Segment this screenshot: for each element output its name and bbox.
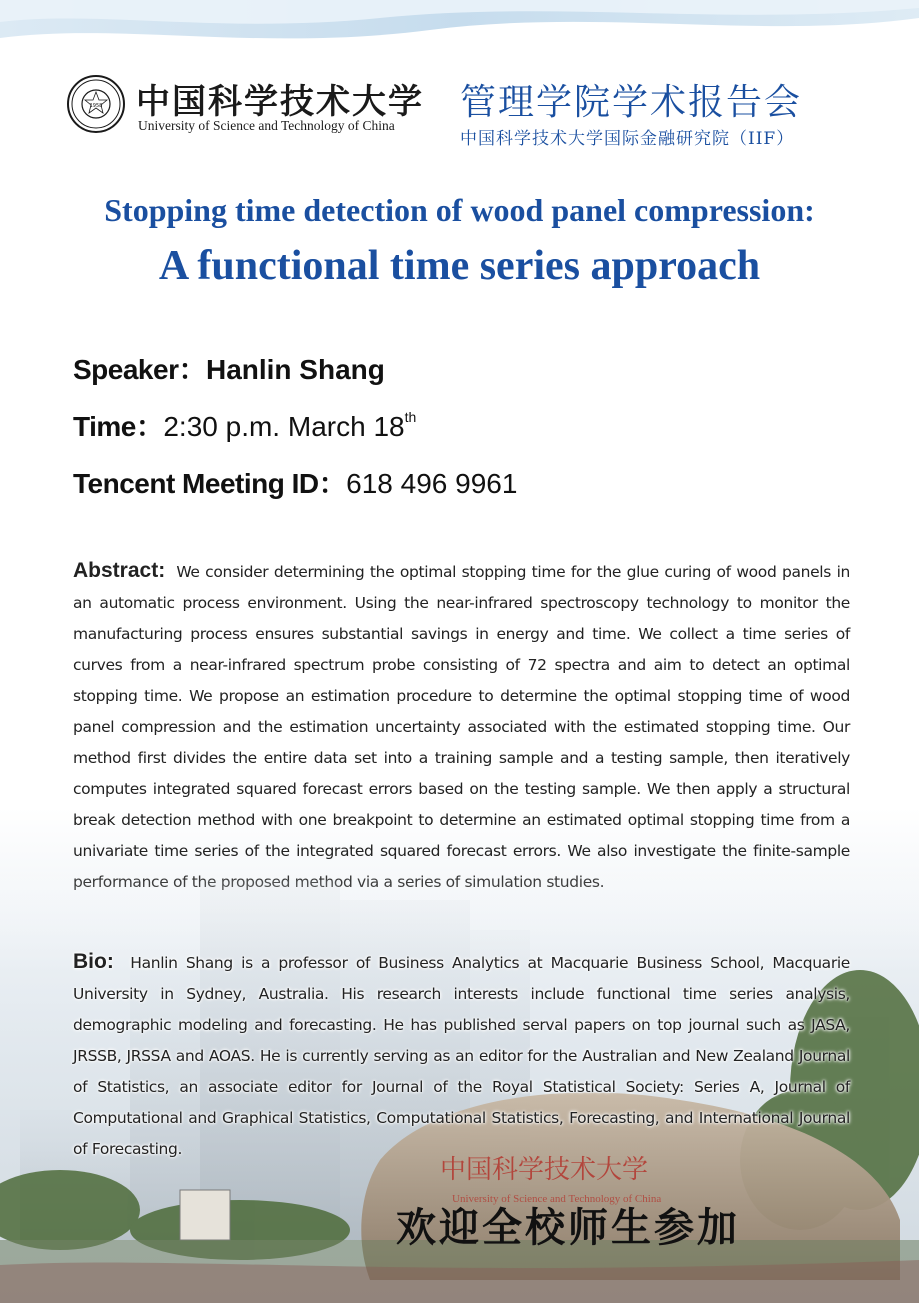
- bio-label: Bio:: [73, 950, 114, 973]
- meeting-label: Tencent Meeting ID：: [73, 468, 347, 499]
- speaker-label: Speaker：: [73, 354, 206, 385]
- time-line: [73, 405, 416, 445]
- speaker-name: Hanlin Shang: [205, 354, 385, 385]
- bio-paragraph: [73, 946, 850, 1165]
- stone-inscription-en: University of Science and Technology of China: [452, 1193, 662, 1205]
- meeting-id: 618 496 9961: [346, 468, 518, 499]
- university-name-en: University of Science and Technology of China: [138, 118, 395, 133]
- school-report-title: 管理学院学术报告会: [460, 82, 803, 123]
- talk-title-line2: A functional time series approach: [158, 243, 761, 289]
- talk-title-line1: Stopping time detection of wood panel compression:: [104, 192, 815, 228]
- ustc-seal-icon: [66, 74, 126, 134]
- time-value: 2:30 p.m. March 18: [163, 411, 405, 442]
- top-wave-decoration: [0, 0, 919, 60]
- abstract-text: We consider determining the optimal stopping time for the glue curing of wood panels in an automatic process environment. Using the near-infrared spectroscopy technology to monitor the manufacturing process ensures substantial savings in energy and time. We collect a time series of curves from a near-infrared spectrum probe consisting of 72 spectra and aim to detect an optimal stopping time. We propose an estimation procedure to determine the optimal stopping time of wood panel compression and the estimation uncertainty associated with the estimated stopping time. Our method first divides the entire data set into a training sample and a testing sample, then iteratively computes integrated squared forecast errors based on the testing sample. We then apply a structural break detection method with one breakpoint to determine an estimated optimal stopping time from a univariate time series of the integrated squared forecast errors. We also investigate the finite-sample: [73, 563, 850, 860]
- university-name-cn: 中国科学技术大学: [136, 82, 424, 122]
- abstract-paragraph: [73, 555, 850, 898]
- speaker-line: [73, 348, 385, 388]
- seal-year: 1958: [89, 103, 103, 109]
- stone-inscription-cn: 中国科学技术大学: [440, 1155, 649, 1185]
- institute-name: 中国科学技术大学国际金融研究院（IIF）: [460, 129, 795, 149]
- time-suffix: th: [404, 409, 417, 425]
- header: [66, 74, 866, 154]
- meeting-line: [73, 462, 517, 502]
- bio-text: Hanlin Shang is a professor of Business Analytics at Macquarie Business School, Macquarie University in Sydney, Australia. His research interests include functional time series analysis, demographic modeling and forecasting. He has published serval papers on top journal such as JASA, JRSSB, JRSSA and AOAS. He is currently serving as an editor for the Australian and New Zealand Journal of Statistics, an associate editor for Journal of the Royal Statistical Society: Series A, Journal of Computational and Graphical Statistics, Computational Statistics, Forecasting, and International Journal of Forecasting.: [73, 954, 850, 1158]
- welcome-message: 欢迎全校师生参加: [396, 1204, 740, 1251]
- abstract-label: Abstract:: [73, 559, 166, 582]
- time-label: Time：: [73, 411, 164, 442]
